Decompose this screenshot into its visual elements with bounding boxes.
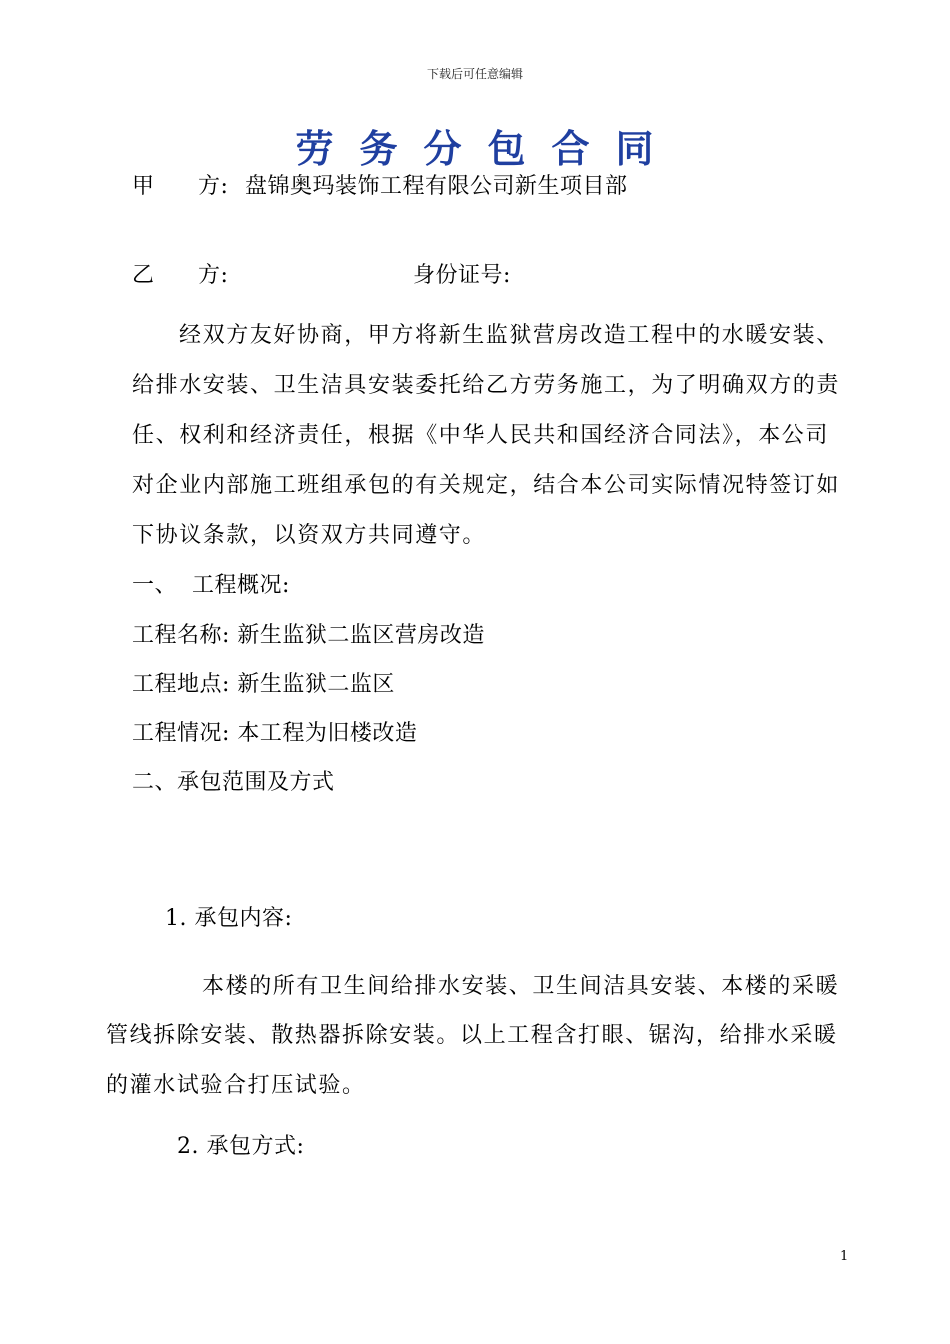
intro-line: 任、权利和经济责任，根据《中华人民共和国经济合同法》，本公司: [132, 423, 830, 448]
project-name: 工程名称: 新生监狱二监区营房改造: [132, 623, 485, 648]
party-a-label-2: 方:: [198, 174, 229, 199]
intro-line: 经双方友好协商，甲方将新生监狱营房改造工程中的水暖安装、: [179, 323, 840, 348]
id-number-label: 身份证号:: [413, 263, 511, 288]
project-location: 工程地点: 新生监狱二监区: [132, 672, 395, 697]
page-number: 1: [840, 1249, 849, 1264]
intro-line: 对企业内部施工班组承包的有关规定，结合本公司实际情况特签订如: [132, 473, 841, 498]
project-status: 工程情况: 本工程为旧楼改造: [132, 721, 418, 746]
scope-line: 本楼的所有卫生间给排水安装、卫生间洁具安装、本楼的采暖: [202, 974, 840, 999]
intro-line: 下协议条款，以资双方共同遵守。: [132, 523, 487, 548]
header-note: 下载后可任意编辑: [426, 67, 523, 81]
intro-line: 给排水安装、卫生洁具安装委托给乙方劳务施工，为了明确双方的责: [132, 373, 841, 398]
section-1-heading: 工程概况:: [192, 573, 290, 598]
section-1-number: 一、: [132, 573, 178, 598]
document-title: 劳务分包合同: [295, 126, 680, 171]
section-2-heading: 二、承包范围及方式: [132, 770, 335, 795]
scope-line: 的灌水试验合打压试验。: [106, 1073, 366, 1098]
party-a-label-1: 甲: [132, 174, 155, 199]
sub-2-heading: 2. 承包方式:: [177, 1134, 305, 1159]
party-b-label-2: 方:: [198, 263, 229, 288]
party-b-label-1: 乙: [132, 263, 155, 288]
sub-1-heading: 1. 承包内容:: [165, 906, 293, 931]
party-a-value: 盘锦奥玛装饰工程有限公司新生项目部: [245, 174, 628, 199]
scope-line: 管线拆除安装、散热器拆除安装。以上工程含打眼、锯沟，给排水采暖: [106, 1023, 838, 1048]
